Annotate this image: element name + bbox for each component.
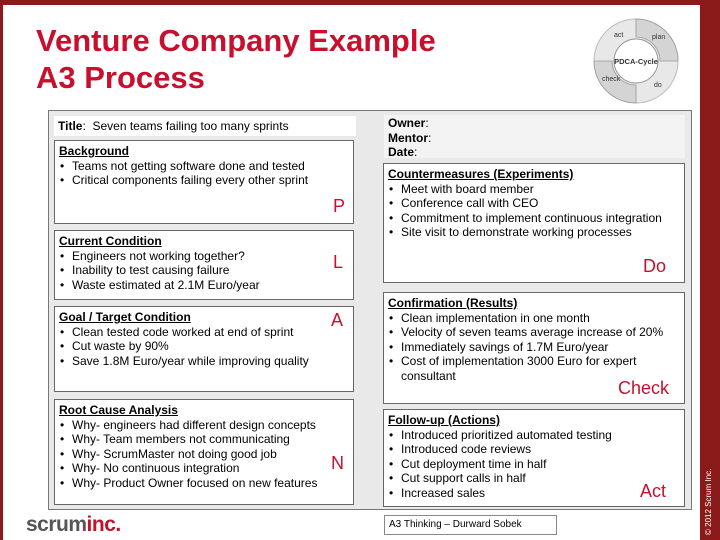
list-item: • Commitment to implement continuous integration bbox=[388, 211, 681, 226]
list-item: • Critical components failing every other sprint bbox=[59, 173, 350, 188]
confirmation-section bbox=[383, 292, 685, 404]
logo-part2: inc. bbox=[86, 513, 121, 536]
list-item: • Meet with board member bbox=[388, 182, 681, 197]
list-item: • Why- Product Owner focused on new features bbox=[59, 476, 350, 491]
left-bar bbox=[0, 0, 3, 540]
list-item: • Why- engineers had different design concepts bbox=[59, 418, 350, 433]
pdca-do-label: do bbox=[654, 82, 662, 89]
right-bar bbox=[700, 0, 720, 540]
list-item: • Clean implementation in one month bbox=[388, 311, 681, 326]
mentor-label: Mentor bbox=[388, 130, 428, 145]
list-item: • Why- ScrumMaster not doing good job bbox=[59, 447, 350, 462]
owner-box: Owner: Mentor: Date: bbox=[384, 115, 685, 158]
list-item: • Why- No continuous integration bbox=[59, 461, 350, 476]
slide-title bbox=[36, 22, 436, 96]
a3-title-box: Title: Seven teams failing too many sprints bbox=[54, 116, 356, 136]
pdca-plan-label: plan bbox=[652, 34, 666, 41]
phase-tag-act: Act bbox=[640, 481, 667, 501]
slide-title-line2: A3 Process bbox=[36, 60, 205, 95]
phase-tag-a: A bbox=[331, 310, 344, 330]
list-item: • Inability to test causing failure bbox=[59, 263, 350, 278]
current-condition-header: Current Condition bbox=[59, 234, 162, 248]
list-item: • Introduced prioritized automated testing bbox=[388, 428, 681, 443]
top-bar bbox=[0, 0, 720, 5]
goal-section bbox=[54, 306, 354, 392]
background-header: Background bbox=[59, 144, 130, 158]
follow-up-section bbox=[383, 409, 685, 507]
list-item: • Teams not getting software done and tested bbox=[59, 159, 350, 174]
confirmation-header: Confirmation (Results) bbox=[388, 296, 518, 310]
list-item: • Cut waste by 90% bbox=[59, 339, 350, 354]
logo-part1: scrum bbox=[26, 513, 87, 536]
list-item: • Save 1.8M Euro/year while improving quality bbox=[59, 354, 350, 369]
phase-tag-l: L bbox=[333, 252, 344, 272]
date-label: Date bbox=[388, 145, 415, 159]
list-item: • Engineers not working together? bbox=[59, 249, 350, 264]
list-item: • Clean tested code worked at end of sprint bbox=[59, 325, 350, 340]
root-cause-section bbox=[54, 399, 354, 505]
slide-title-line1: Venture Company Example bbox=[36, 23, 436, 58]
pdca-center-label: PDCA-Cycle bbox=[614, 57, 658, 66]
countermeasures-header: Countermeasures (Experiments) bbox=[388, 167, 574, 181]
list-item: • Immediately savings of 1.7M Euro/year bbox=[388, 340, 681, 355]
goal-header: Goal / Target Condition bbox=[59, 310, 191, 324]
list-item: • Waste estimated at 2.1M Euro/year bbox=[59, 278, 350, 293]
list-item: • Cut support calls in half bbox=[388, 471, 681, 486]
phase-tag-check: Check bbox=[618, 378, 670, 398]
follow-up-header: Follow-up (Actions) bbox=[388, 413, 500, 427]
countermeasures-section bbox=[383, 163, 685, 283]
background-section bbox=[54, 140, 354, 224]
a3-title-label: Title bbox=[58, 119, 83, 133]
phase-tag-do: Do bbox=[643, 256, 667, 276]
pdca-cycle-diagram bbox=[590, 15, 682, 107]
list-item: • Cut deployment time in half bbox=[388, 457, 681, 472]
list-item: • Why- Team members not communicating bbox=[59, 432, 350, 447]
list-item: • Site visit to demonstrate working processes bbox=[388, 225, 681, 240]
phase-tag-p: P bbox=[333, 196, 346, 216]
scrum-inc-logo bbox=[26, 513, 121, 537]
list-item: • Introduced code reviews bbox=[388, 442, 681, 457]
footer-citation: A3 Thinking – Durward Sobek bbox=[384, 515, 557, 535]
phase-tag-n: N bbox=[331, 453, 344, 473]
list-item: • Increased sales bbox=[388, 486, 681, 501]
owner-label: Owner bbox=[388, 116, 426, 130]
pdca-act-label: act bbox=[614, 32, 624, 39]
root-cause-header: Root Cause Analysis bbox=[59, 403, 178, 417]
copyright-text: © 2012 Scrum Inc. bbox=[704, 468, 713, 535]
current-condition-section bbox=[54, 230, 354, 300]
list-item: • Cost of implementation 3000 Euro for expert consultant bbox=[388, 354, 681, 383]
list-item: • Conference call with CEO bbox=[388, 196, 681, 211]
a3-title-value: Seven teams failing too many sprints bbox=[92, 119, 289, 133]
pdca-check-label: check bbox=[602, 76, 621, 83]
list-item: • Velocity of seven teams average increase of 20% bbox=[388, 325, 681, 340]
